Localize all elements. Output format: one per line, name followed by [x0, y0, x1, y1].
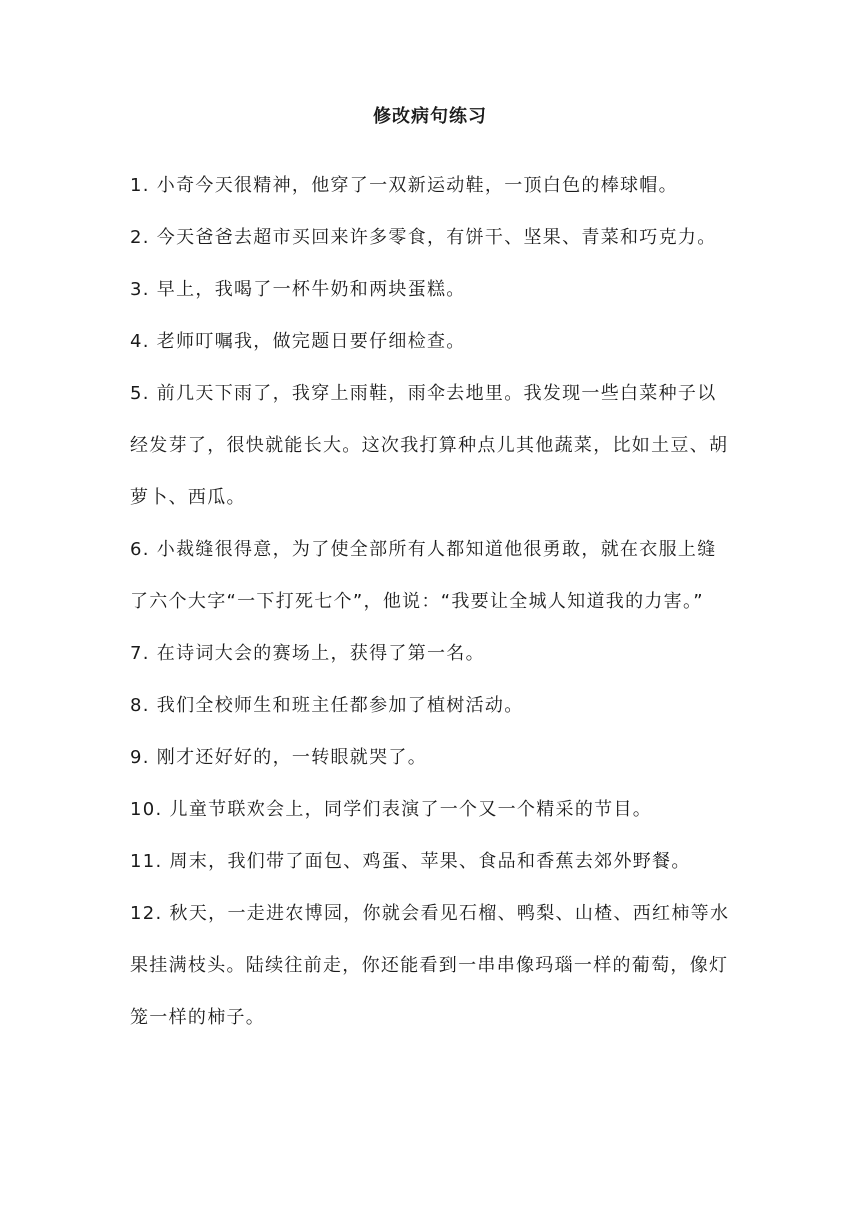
- exercise-item-9: 9. 刚才还好好的，一转眼就哭了。: [130, 747, 427, 768]
- exercise-item-6: 6. 小裁缝很得意，为了使全部所有人都知道他很勇敢，就在衣服上缝了六个大字“一下打死七个”，他说：“我要让全城人知道我的力害。”: [130, 539, 717, 612]
- exercise-item-1: 1. 小奇今天很精神，他穿了一双新运动鞋，一顶白色的棒球帽。: [130, 175, 678, 196]
- exercise-item-12: 12. 秋天，一走进农博园，你就会看见石榴、鸭梨、山楂、西红柿等水果挂满枝头。陆续往前走，你还能看到一串串像玛瑙一样的葡萄，像灯笼一样的柿子。: [130, 903, 730, 1028]
- exercise-list: [130, 160, 735, 1044]
- exercise-item-7: 7. 在诗词大会的赛场上，获得了第一名。: [130, 643, 485, 664]
- exercise-item-3: 3. 早上，我喝了一杯牛奶和两块蛋糕。: [130, 279, 466, 300]
- exercise-item-5: 5. 前几天下雨了，我穿上雨鞋，雨伞去地里。我发现一些白菜种子以经发芽了，很快就能长大。这次我打算种点儿其他蔬菜，比如土豆、胡萝卜、西瓜。: [130, 383, 729, 508]
- exercise-item-8: 8. 我们全校师生和班主任都参加了植树活动。: [130, 695, 524, 716]
- exercise-item-11: 11. 周末，我们带了面包、鸡蛋、苹果、食品和香蕉去郊外野餐。: [130, 851, 691, 872]
- exercise-item-2: 2. 今天爸爸去超市买回来许多零食，有饼干、坚果、青菜和巧克力。: [130, 227, 717, 248]
- page-title: 修改病句练习: [373, 106, 487, 127]
- exercise-item-10: 10. 儿童节联欢会上，同学们表演了一个又一个精采的节目。: [130, 799, 653, 820]
- exercise-item-4: 4. 老师叮嘱我，做完题日要仔细检查。: [130, 331, 466, 352]
